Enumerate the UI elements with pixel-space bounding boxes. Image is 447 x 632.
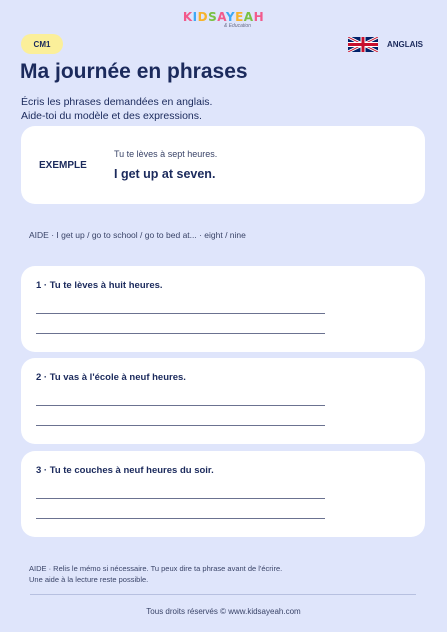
help-expressions: AIDE · I get up / go to school / go to bed at... · eight / nine [29, 230, 246, 240]
instruction-line: Aide-toi du modèle et des expressions. [21, 110, 202, 122]
footer-help-line: AIDE · Relis le mémo si nécessaire. Tu peux dire ta phrase avant de l'écrire. [29, 564, 283, 573]
brand-logo [0, 8, 447, 30]
logo-letter: D [197, 10, 209, 24]
answer-line[interactable] [36, 313, 325, 314]
logo-letter: K [182, 10, 193, 24]
question-text: 3 · Tu te couches à neuf heures du soir. [36, 465, 214, 476]
example-card [21, 126, 425, 204]
answer-line[interactable] [36, 333, 325, 334]
example-english: I get up at seven. [114, 167, 216, 181]
footer-help-line: Une aide à la lecture reste possible. [29, 575, 149, 584]
logo-letter: E [235, 10, 244, 24]
logo-letter: A [243, 10, 254, 24]
footer-divider [30, 594, 416, 595]
answer-line[interactable] [36, 518, 325, 519]
question-text: 1 · Tu te lèves à huit heures. [36, 280, 163, 291]
instruction-line: Écris les phrases demandées en anglais. [21, 96, 213, 108]
logo-letter: A [217, 10, 226, 24]
logo-letter: H [253, 10, 265, 24]
page-title: Ma journée en phrases [20, 60, 248, 83]
logo-letter: I [192, 10, 198, 24]
logo-letter: S [208, 10, 218, 24]
question-text: 2 · Tu vas à l'école à neuf heures. [36, 372, 186, 383]
question-card [21, 266, 425, 352]
answer-line[interactable] [36, 498, 325, 499]
copyright: Tous droits réservés © www.kidsayeah.com [146, 607, 301, 616]
footer-help [29, 563, 419, 585]
question-card [21, 451, 425, 537]
example-label: EXEMPLE [39, 160, 87, 171]
answer-line[interactable] [36, 405, 325, 406]
level-badge: CM1 [21, 34, 63, 54]
logo-letter: Y [225, 10, 236, 24]
logo-wordmark [183, 10, 264, 24]
uk-flag-icon [348, 37, 378, 52]
subject-label: ANGLAIS [387, 40, 423, 49]
logo-subtitle: & Education [224, 23, 251, 29]
instructions [21, 95, 421, 123]
question-card [21, 358, 425, 444]
example-french: Tu te lèves à sept heures. [114, 149, 218, 159]
answer-line[interactable] [36, 425, 325, 426]
